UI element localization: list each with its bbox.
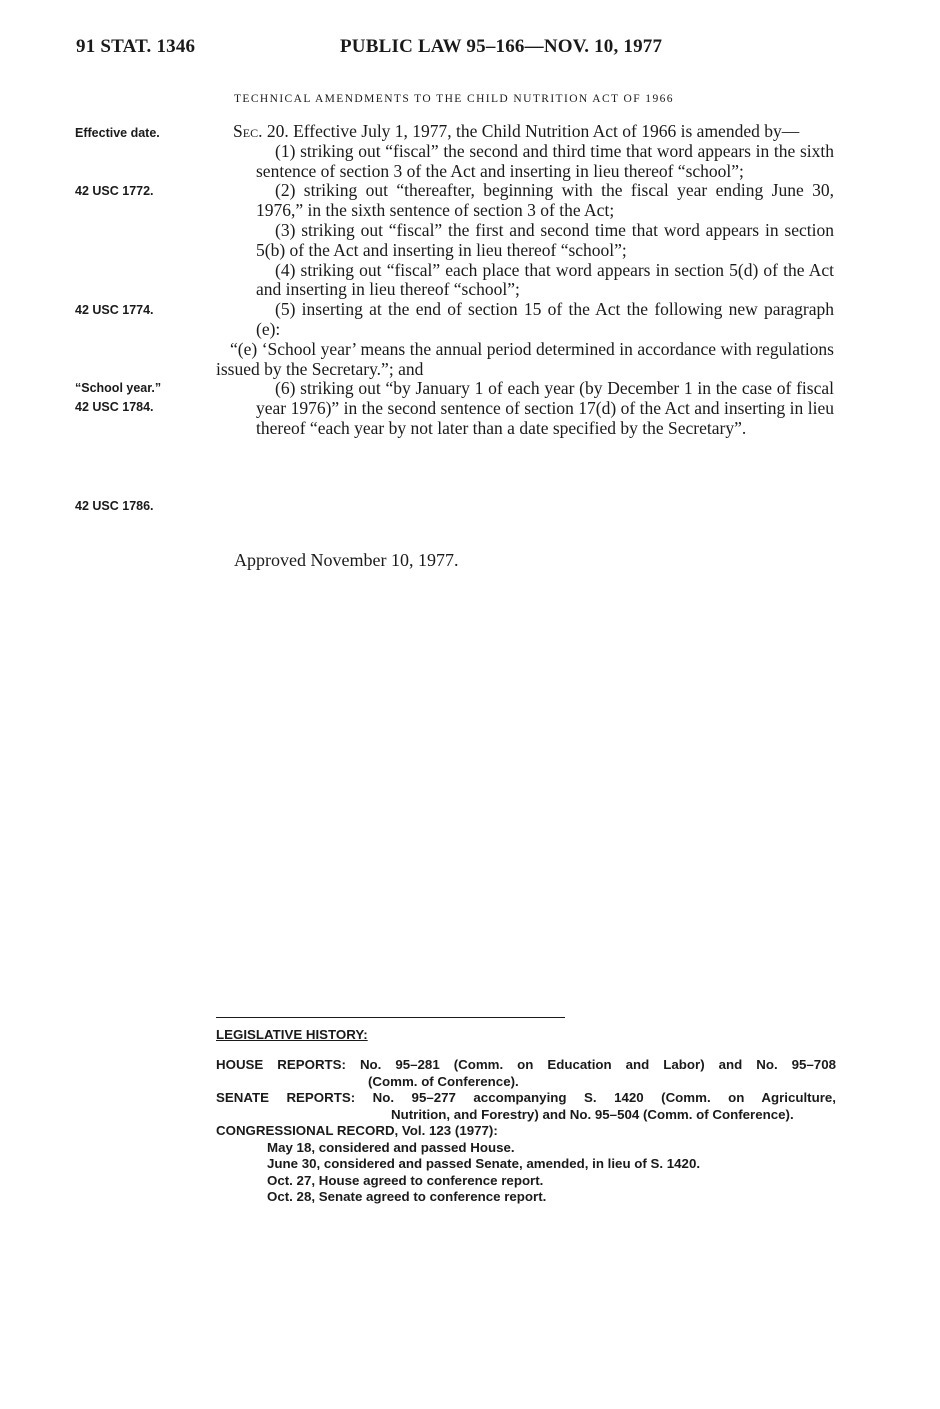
public-law-header: PUBLIC LAW 95–166—NOV. 10, 1977 (340, 36, 663, 57)
legislative-history-heading: LEGISLATIVE HISTORY: (216, 1027, 368, 1042)
house-reports-line-2: (Comm. of Conference). (368, 1073, 519, 1089)
amendment-item-4: (4) striking out “fiscal” each place that word appears in section 5(d) of the Act and inserting in lieu thereof “school”; (256, 259, 834, 300)
approval-date: Approved November 10, 1977. (234, 550, 459, 570)
amendment-item-1: (1) striking out “fiscal” the second and third time that word appears in the sixth sentence of section 3 of the Act and inserting in lieu thereof “school”; (256, 140, 834, 181)
amendment-item-2: (2) striking out “thereafter, beginning with the fiscal year ending June 30, 1976,” in the sixth sentence of section 3 of the Act; (256, 180, 834, 221)
amendment-item-5: (5) inserting at the end of section 15 of the Act the following new paragraph (e): (256, 299, 834, 339)
divider-rule (216, 1017, 565, 1018)
record-event: May 18, considered and passed House. (267, 1139, 515, 1155)
record-event: Oct. 28, Senate agreed to conference report. (267, 1189, 547, 1204)
section-title: TECHNICAL AMENDMENTS TO THE CHILD NUTRITION ACT OF 1966 (234, 93, 674, 105)
record-event: June 30, considered and passed Senate, amended, in lieu of S. 1420. (267, 1156, 701, 1171)
amendment-item-6: (6) striking out “by January 1 of each year (by December 1 in the case of fiscal year 1976)” in the second sentence of section 17(d) of the Act and inserting in lieu thereof “each year by not later than a date specified by the Secretary”. (256, 378, 834, 438)
congressional-record: CONGRESSIONAL RECORD, Vol. 123 (1977): (216, 1123, 498, 1138)
margin-note-42-usc-1786: 42 USC 1786. (75, 499, 154, 513)
legislative-history (216, 1057, 836, 1206)
statute-page-number: 91 STAT. 1346 (76, 36, 196, 57)
margin-note-42-usc-1772: 42 USC 1772. (75, 184, 154, 198)
senate-reports-line-2: Nutrition, and Forestry) and No. 95–504 (Comm. of Conference). (391, 1106, 794, 1122)
section-body (216, 122, 834, 439)
quoted-paragraph-e: “(e) ‘School year’ means the annual period determined in accordance with regulations issued by the Secretary.”; and (216, 338, 834, 379)
margin-note-school-year: “School year.” (75, 381, 162, 395)
record-event: Oct. 27, House agreed to conference report. (267, 1172, 544, 1188)
house-reports-line-1: HOUSE REPORTS: No. 95–281 (Comm. on Education and Labor) and No. 95–708 (216, 1057, 836, 1072)
margin-note-effective-date: Effective date. (75, 126, 160, 140)
section-intro-text: 20. Effective July 1, 1977, the Child Nutrition Act of 1966 is amended by— (262, 121, 800, 141)
amendment-item-3: (3) striking out “fiscal” the first and second time that word appears in section 5(b) of the Act and inserting in lieu thereof “school”; (256, 219, 834, 260)
section-intro (216, 122, 834, 142)
section-label: Sec. (233, 121, 263, 141)
margin-note-42-usc-1784: 42 USC 1784. (75, 400, 154, 414)
margin-note-42-usc-1774: 42 USC 1774. (75, 303, 154, 317)
senate-reports-line-1: SENATE REPORTS: No. 95–277 accompanying S. 1420 (Comm. on Agriculture, (216, 1090, 836, 1105)
